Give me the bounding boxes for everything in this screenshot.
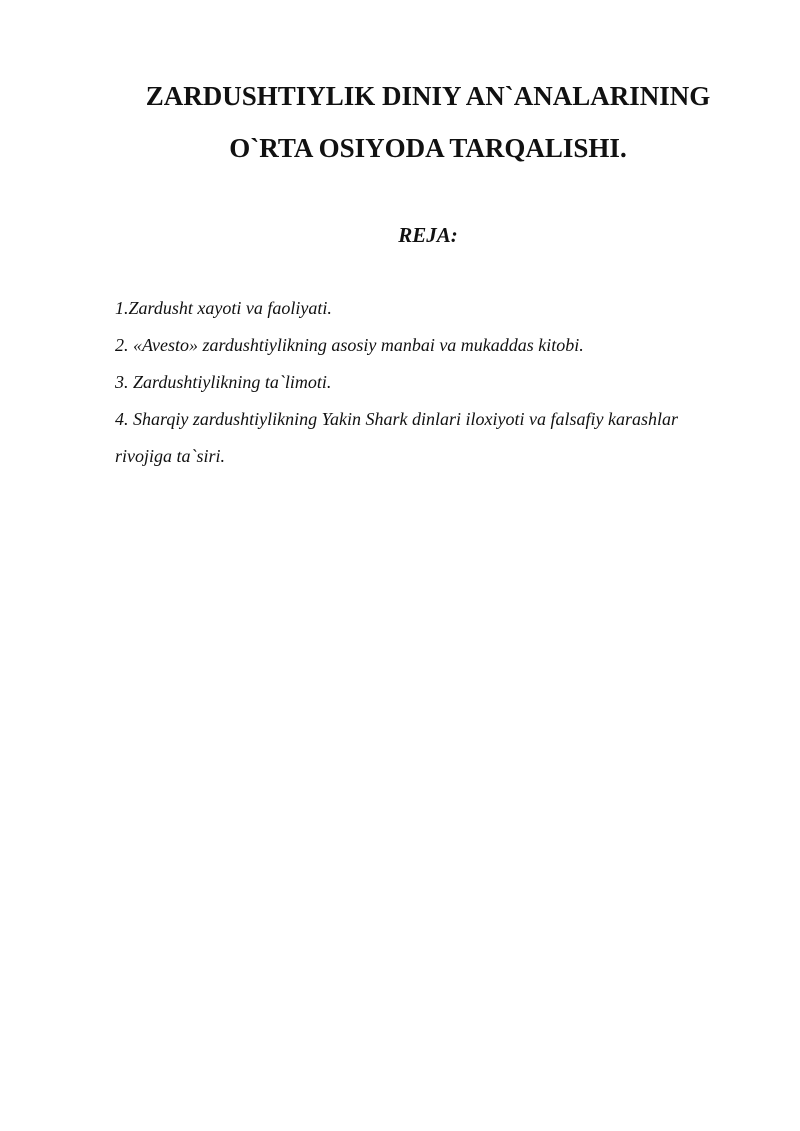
plan-item-1: 1.Zardusht xayoti va faoliyati. bbox=[115, 298, 332, 318]
document-title bbox=[108, 70, 748, 174]
plan-item-2: 2. «Avesto» zardushtiylikning asosiy manbai va mukaddas kitobi. bbox=[115, 335, 584, 355]
plan-item-3: 3. Zardushtiylikning ta`limoti. bbox=[115, 372, 332, 392]
title-line-2: O`RTA OSIYODA TARQALISHI. bbox=[229, 133, 627, 163]
plan-heading: REJA: bbox=[398, 223, 458, 247]
title-line-1: ZARDUSHTIYLIK DINIY AN`ANALARINING bbox=[145, 81, 711, 111]
plan-item-4: 4. Sharqiy zardushtiylikning Yakin Shark dinlari iloxiyoti va falsafiy karashlar rivojiga ta`siri. bbox=[115, 409, 678, 466]
plan-list bbox=[115, 290, 715, 475]
